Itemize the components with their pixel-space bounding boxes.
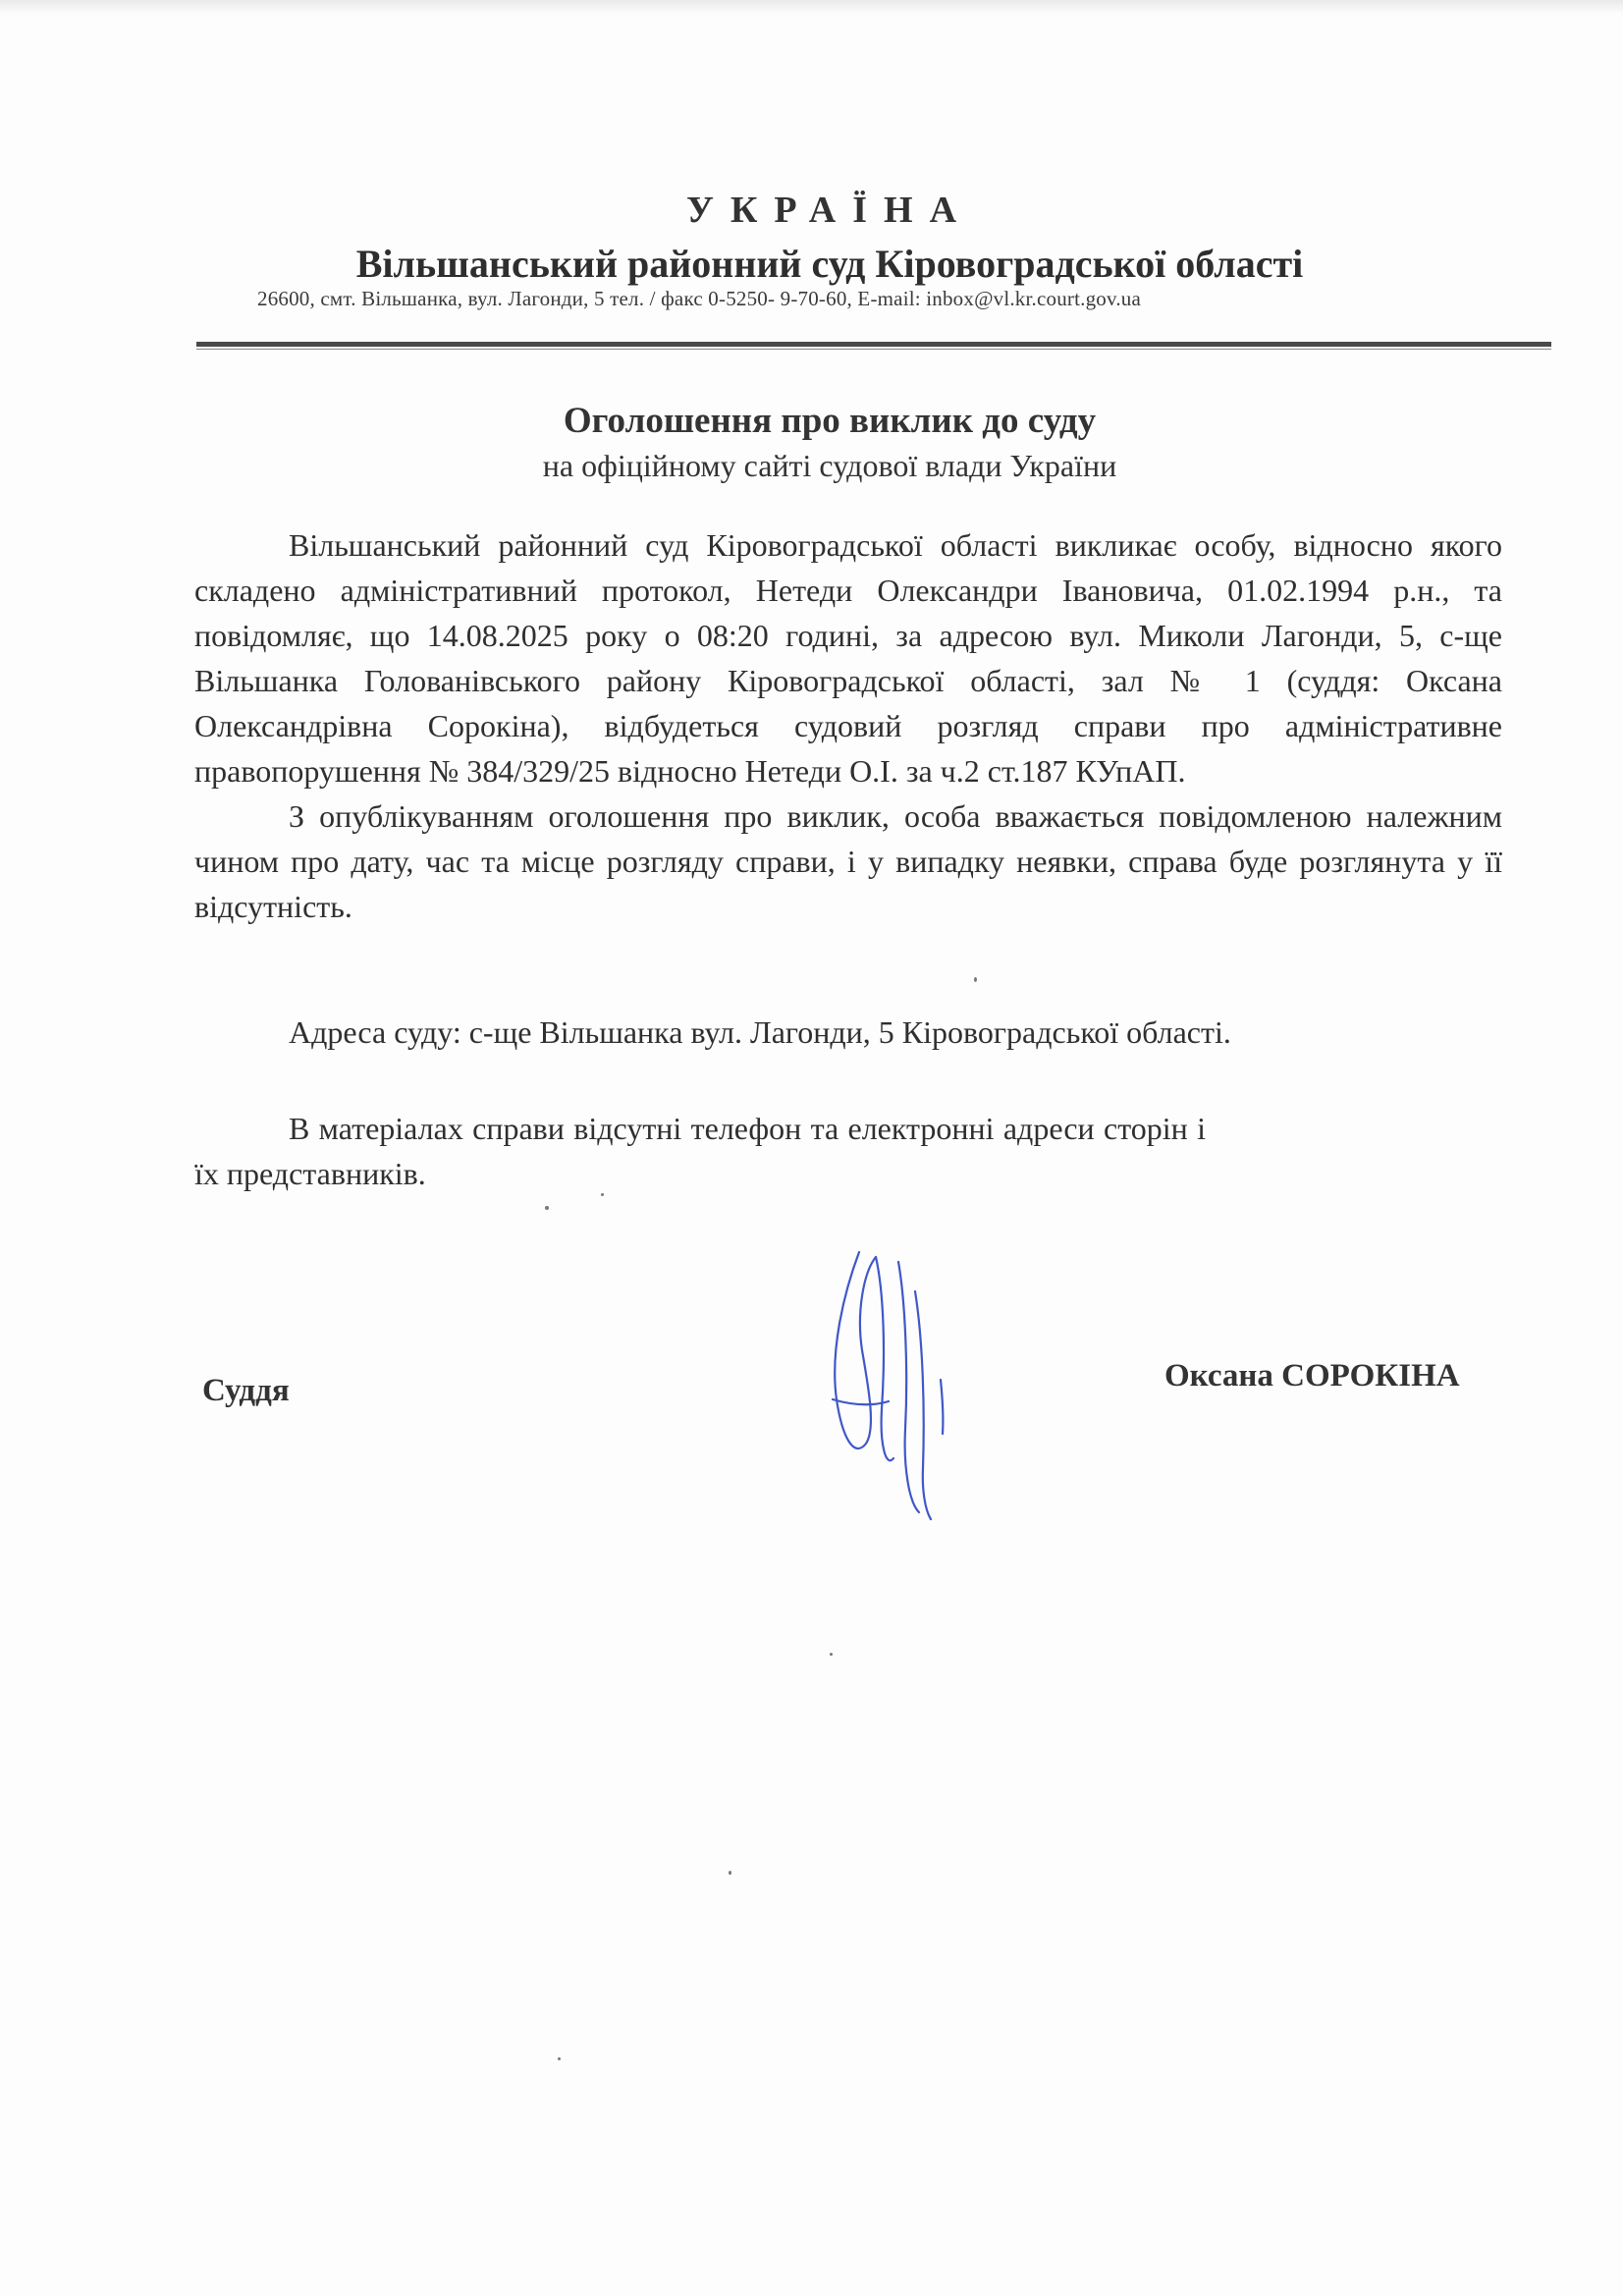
scan-speck — [601, 1193, 604, 1196]
notification-paragraph: З опублікуванням оголошення про виклик, особа вважається повідомленою належним чином про дату, час та місце розгляду справи, і у випадку неявки, справа буде розглянута у її відсутність. — [194, 798, 1502, 924]
scan-speck — [974, 977, 977, 982]
country-heading: УКРАЇНА — [685, 190, 974, 231]
header-divider-thin — [196, 349, 1551, 350]
judge-label: Суддя — [202, 1373, 290, 1408]
judge-name: Оксана СОРОКІНА — [1164, 1358, 1460, 1394]
court-name: Вільшанський районний суд Кіровоградської області — [355, 242, 1304, 286]
court-address-line: Адреса суду: с-ще Вільшанка вул. Лагонди, 5 Кіровоградської області. — [289, 1014, 1231, 1050]
scan-speck — [558, 2057, 561, 2060]
scan-speck — [830, 1653, 833, 1656]
summons-paragraph: Вільшанський районний суд Кіровоградської області викликає особу, відносно якого складено адміністративний протокол, Нетеди Олександри Івановича, 01.02.1994 р.н., та повідомляє, що 14.08.2025 року о 08:20 годині, за адресою вул. Миколи Лагонди, 5, с-ще Вільшанка Голованівського району Кіровоградської області, зал № 1 (суддя: Оксана Олександрівна Сорокіна), відбудеться судовий розгляд справи про адміністративне правопорушення № 384/329/25 відносно Нетеди О.І. за ч.2 ст.187 КУпАП. — [194, 527, 1502, 789]
document-header — [196, 187, 1463, 291]
notice-subtitle: на офіційному сайті судової влади України — [542, 448, 1117, 483]
scan-speck — [545, 1206, 549, 1210]
notice-title: Оголошення про виклик до суду — [563, 401, 1097, 441]
notice-body — [194, 522, 1502, 929]
missing-contacts-note: В матеріалах справи відсутні телефон та електронні адреси сторін і їх представників. — [194, 1111, 1206, 1191]
scan-edge — [0, 0, 1623, 14]
handwritten-signature — [815, 1232, 972, 1537]
court-contact-address: 26600, смт. Вільшанка, вул. Лагонди, 5 тел. / факс 0-5250- 9-70-60, E-mail: inbox@vl.kr.court.gov.ua — [257, 287, 1142, 310]
scan-speck — [729, 1871, 731, 1875]
header-divider — [196, 342, 1551, 347]
